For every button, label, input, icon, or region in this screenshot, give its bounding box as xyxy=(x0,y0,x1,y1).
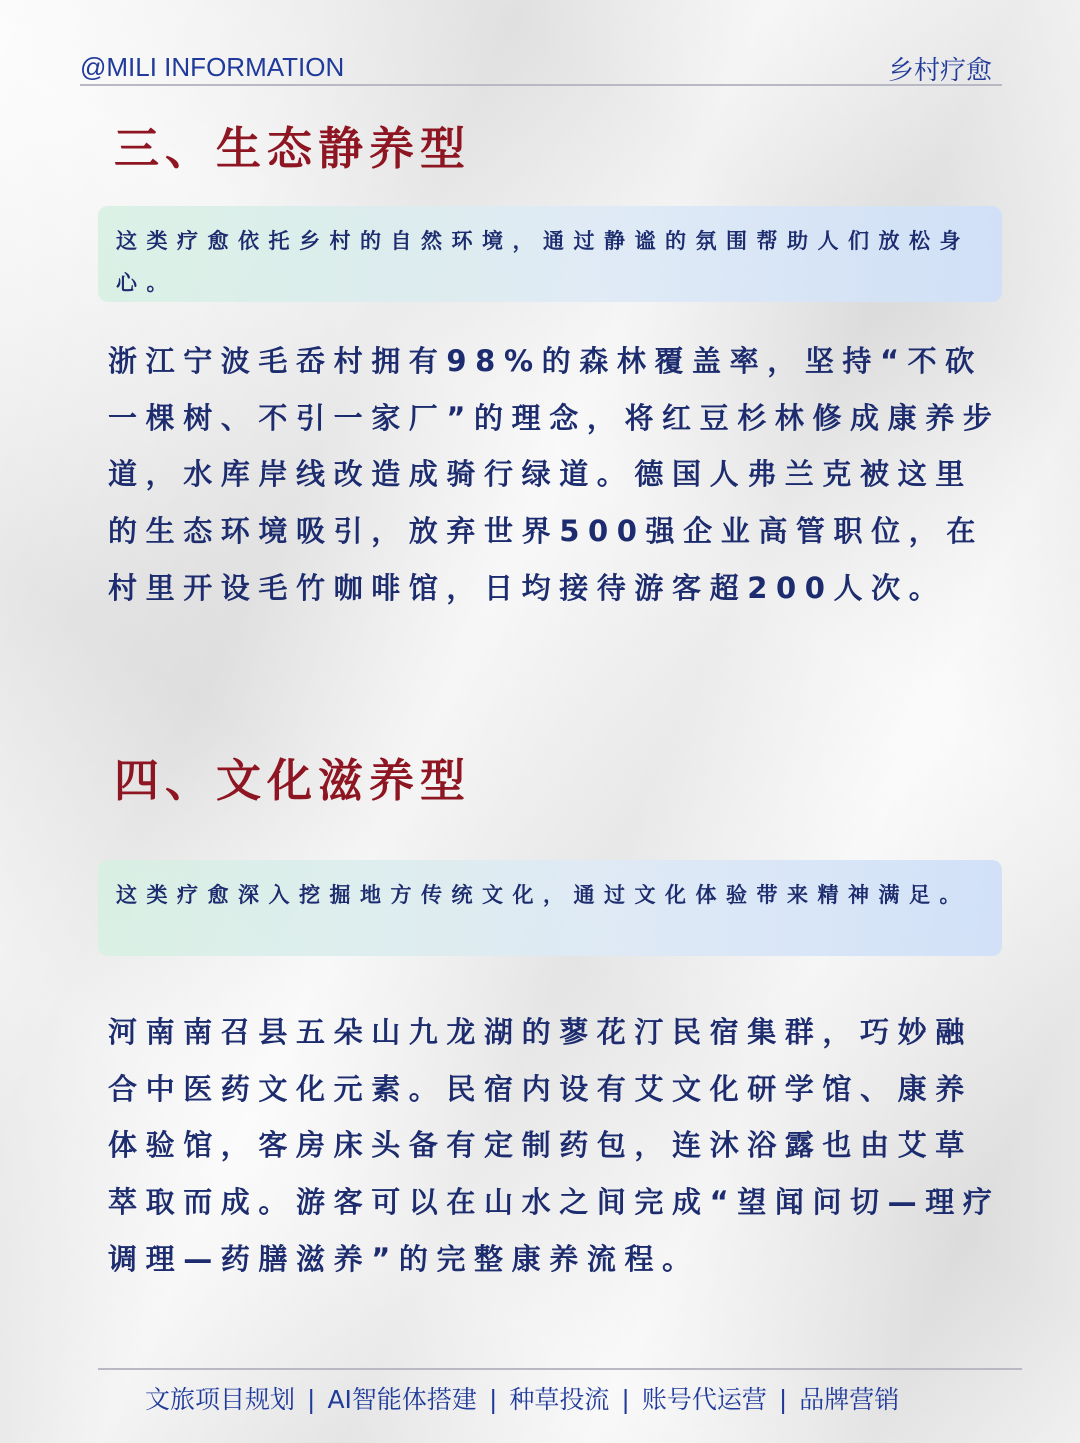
footer-separator: | xyxy=(307,1385,316,1414)
intro-text-culture: 这类疗愈深入挖掘地方传统文化，通过文化体验带来精神满足。 xyxy=(116,883,970,907)
footer-item-seeding-ads: 种草投流 xyxy=(509,1385,610,1414)
footer-item-brand-marketing: 品牌营销 xyxy=(799,1385,900,1414)
footer-separator: | xyxy=(778,1385,788,1414)
section-title-culture: 四、文化滋养型 xyxy=(114,754,472,807)
footer-separator: | xyxy=(488,1385,498,1414)
footer-item-ai-agent: AI智能体搭建 xyxy=(327,1385,477,1414)
footer-separator: | xyxy=(621,1385,630,1414)
section-title-ecology: 三、生态静养型 xyxy=(114,122,472,175)
footer-item-account-ops: 账号代运营 xyxy=(641,1385,767,1414)
page-footer xyxy=(98,1368,1022,1414)
intro-box-culture xyxy=(98,860,1002,956)
intro-box-ecology xyxy=(98,206,1002,302)
brand-label: @MILI INFORMATION xyxy=(80,52,345,82)
body-text-ecology: 浙江宁波毛岙村拥有98%的森林覆盖率，坚持“不砍一棵树、不引一家厂”的理念，将红豆杉林修成康养步道，水库岸线改造成骑行绿道。德国人弗兰克被这里的生态环境吸引，放弃世界500强企业高管职位，在村里开设毛竹咖啡馆，日均接待游客超200人次。 xyxy=(108,344,1001,605)
page-header xyxy=(80,50,1002,86)
footer-nav xyxy=(145,1380,899,1416)
topic-label: 乡村疗愈 xyxy=(887,56,992,86)
footer-item-tourism-planning: 文旅项目规划 xyxy=(145,1385,296,1414)
intro-text-ecology: 这类疗愈依托乡村的自然环境，通过静谧的氛围帮助人们放松身心。 xyxy=(116,229,970,295)
body-text-culture: 河南南召县五朵山九龙湖的蓼花汀民宿集群，巧妙融合中医药文化元素。民宿内设有艾文化研学馆、康养体验馆，客房床头备有定制药包，连沐浴露也由艾草萃取而成。游客可以在山水之间完成“望闻问切—理疗调理—药膳滋养”的完整康养流程。 xyxy=(108,1015,1001,1276)
